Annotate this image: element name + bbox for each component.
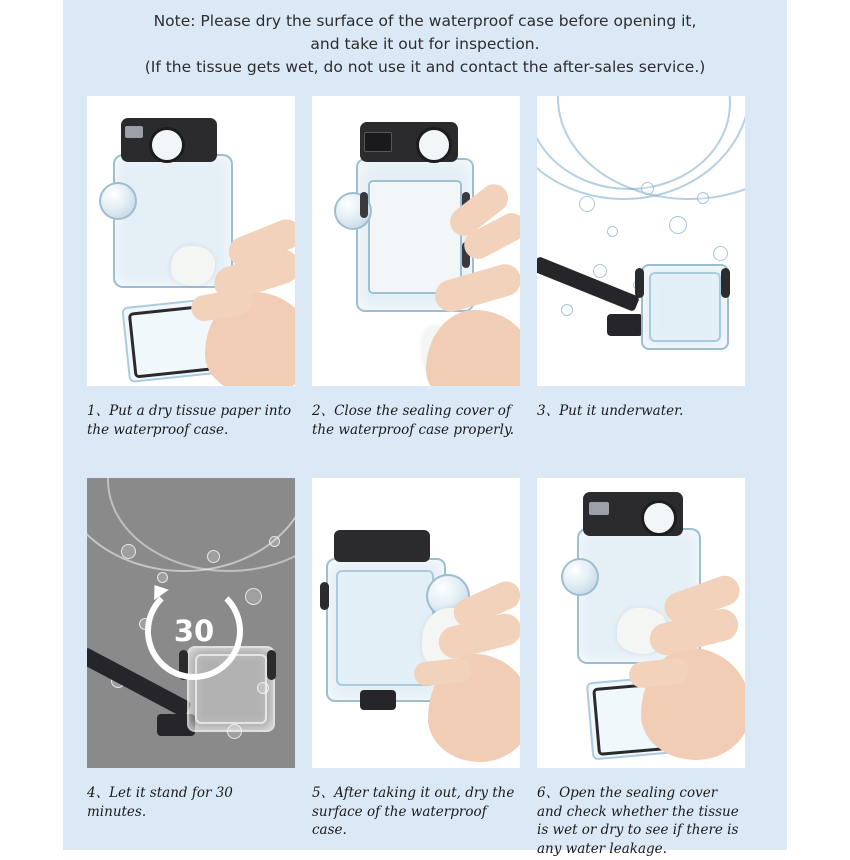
note-block (63, 10, 787, 79)
side-button (267, 650, 276, 680)
note-line-3: (If the tissue gets wet, do not use it and contact the after-sales service.) (144, 58, 706, 76)
step-2 (312, 96, 520, 439)
note-line-2: and take it out for inspection. (310, 35, 540, 53)
step-1-image (87, 96, 295, 386)
tissue-paper (171, 246, 215, 286)
bubble (579, 196, 595, 212)
step-6-caption: 6、Open the sealing cover and check whether the tissue is wet or dry to see if there is any water leakage. (537, 785, 739, 857)
step-6-image (537, 478, 745, 768)
step-5 (312, 478, 520, 840)
bubble (713, 246, 728, 261)
stick-mount (607, 314, 643, 336)
lens-hole (641, 500, 677, 536)
step-3-caption: 3、Put it underwater. (537, 403, 684, 419)
step-4 (87, 478, 295, 821)
latch-metal-clip (125, 126, 143, 138)
side-button (320, 582, 329, 610)
note-line-1: Note: Please dry the surface of the waterproof case before opening it, (153, 12, 697, 30)
bubble (121, 544, 136, 559)
steps-row-1 (87, 96, 767, 478)
side-button (721, 268, 730, 298)
lens-ring (99, 182, 137, 220)
bubble (641, 182, 654, 195)
step-3-image (537, 96, 745, 386)
timer-badge (145, 582, 243, 680)
lens-ring (561, 558, 599, 596)
step-5-caption: 5、After taking it out, dry the surface of the waterproof case. (312, 785, 515, 838)
hand (426, 310, 520, 386)
step-5-image (312, 478, 520, 768)
bubble (269, 536, 280, 547)
bubble (561, 304, 573, 316)
bubble (245, 588, 262, 605)
step-4-image (87, 478, 295, 768)
bubble (669, 216, 687, 234)
steps-row-2 (87, 478, 767, 860)
case-back-panel (368, 180, 462, 294)
steps-grid (87, 96, 767, 860)
timer-value: 30 (173, 614, 215, 648)
bubble (207, 550, 220, 563)
step-3 (537, 96, 745, 421)
sealing-cover-latch (334, 530, 430, 562)
latch-label (364, 132, 392, 152)
step-2-caption: 2、Close the sealing cover of the waterproof case properly. (312, 403, 515, 438)
bubble (593, 264, 607, 278)
bubble (607, 226, 618, 237)
stick-mount (360, 690, 396, 710)
step-1-caption: 1、Put a dry tissue paper into the waterproof case. (87, 403, 292, 438)
latch-metal-clip (589, 502, 609, 515)
step-4-caption: 4、Let it stand for 30 minutes. (87, 785, 233, 820)
side-button (635, 268, 644, 298)
lens-hole (416, 127, 452, 163)
lens-hole (149, 127, 185, 163)
step-6 (537, 478, 745, 858)
case-front-glass (649, 272, 721, 342)
selfie-stick (537, 256, 640, 312)
side-button (360, 192, 368, 218)
step-2-image (312, 96, 520, 386)
bubble (697, 192, 709, 204)
step-1 (87, 96, 295, 439)
